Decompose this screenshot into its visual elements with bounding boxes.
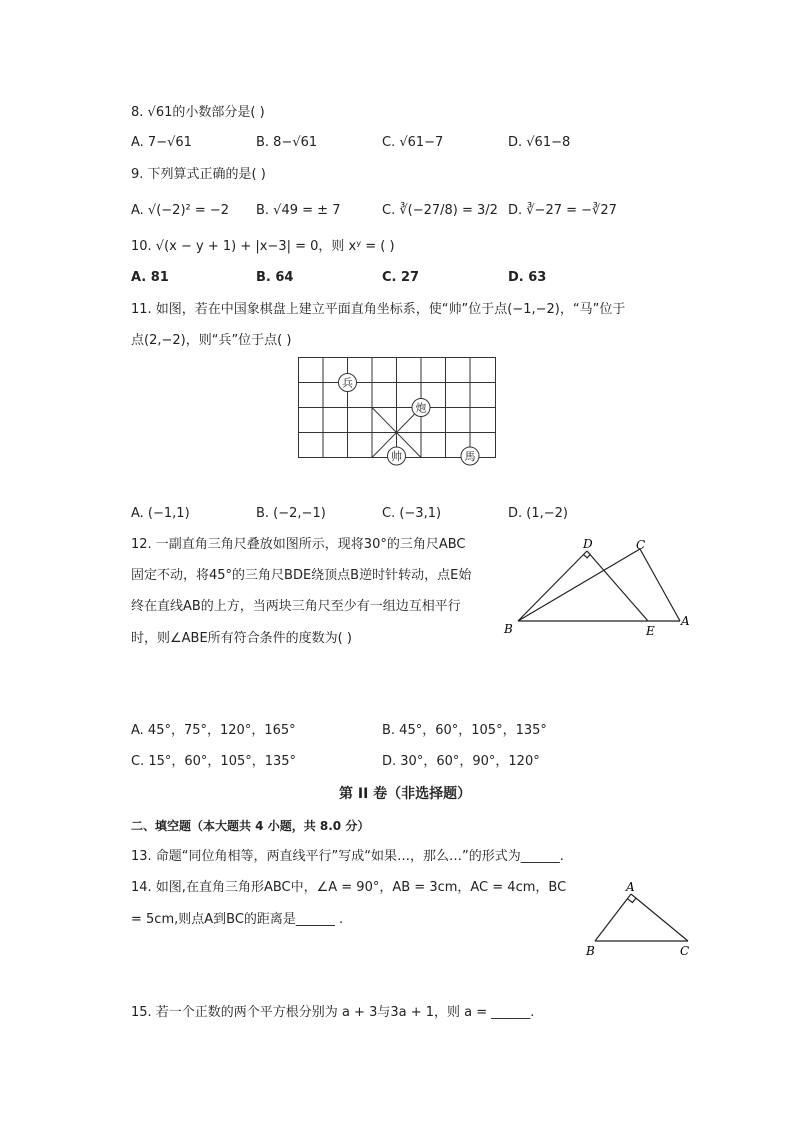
q10-option-b[interactable]: B. 64 bbox=[256, 270, 294, 285]
piece-ma bbox=[461, 447, 479, 465]
q9-stem: 9. 下列算式正确的是( ) bbox=[131, 167, 266, 182]
piece-pao-label: 炮 bbox=[415, 401, 427, 415]
q12-line3: 终在直线AB的上方，当两块三角尺至少有一组边互相平行 bbox=[131, 599, 461, 614]
q9-option-a[interactable]: A. √(−2)² = −2 bbox=[131, 203, 230, 218]
q13-text: 13. 命题“同位角相等，两直线平行”写成“如果…，那么…”的形式为______. bbox=[131, 849, 564, 864]
q9-option-b[interactable]: B. √49 = ± 7 bbox=[256, 203, 341, 218]
right-angle-mark-a bbox=[627, 898, 636, 903]
q12-option-d[interactable]: D. 30°，60°，90°，120° bbox=[382, 754, 540, 769]
segment-ab bbox=[595, 894, 631, 941]
q8-option-d[interactable]: D. √61−8 bbox=[508, 135, 571, 150]
q9-option-c[interactable]: C. ∛(−27/8) = 3/2 bbox=[382, 203, 498, 218]
q11-line2: 点(2,−2)，则“兵”位于点( ) bbox=[131, 333, 292, 348]
segment-ac bbox=[631, 894, 688, 941]
q14-line1: 14. 如图,在直角三角形ABC中，∠A = 90°，AB = 3cm，AC = 4cm，BC bbox=[131, 880, 567, 895]
q11-line1: 11. 如图，若在中国象棋盘上建立平面直角坐标系，使“帅”位于点(−1,−2)，“马”位于 bbox=[131, 302, 626, 317]
chess-board-figure bbox=[298, 357, 496, 463]
label-c: C bbox=[636, 538, 646, 552]
q10-stem: 10. √(x − y + 1) + |x−3| = 0，则 xʸ = ( ) bbox=[131, 239, 395, 254]
piece-bing bbox=[339, 374, 357, 392]
right-triangle-figure bbox=[582, 878, 702, 960]
piece-shuai bbox=[388, 447, 406, 465]
chess-board-grid bbox=[299, 357, 496, 458]
q12-option-c[interactable]: C. 15°，60°，105°，135° bbox=[131, 754, 297, 769]
triangle-rulers-figure bbox=[500, 535, 700, 645]
q15-text: 15. 若一个正数的两个平方根分别为 a + 3与3a + 1，则 a = ______. bbox=[131, 1005, 535, 1020]
q10-option-c[interactable]: C. 27 bbox=[382, 270, 420, 285]
piece-ma-label: 馬 bbox=[464, 450, 476, 463]
section-2-title: 第 II 卷（非选择题） bbox=[339, 786, 472, 802]
piece-bing-label: 兵 bbox=[342, 376, 353, 390]
label-a: A bbox=[681, 614, 690, 628]
label-e: E bbox=[646, 624, 655, 638]
q8-stem: 8. √61的小数部分是( ) bbox=[131, 105, 265, 120]
q11-option-c[interactable]: C. (−3,1) bbox=[382, 506, 442, 521]
q10-option-d[interactable]: D. 63 bbox=[508, 270, 547, 285]
label-a: A bbox=[626, 880, 635, 894]
q12-option-a[interactable]: A. 45°，75°，120°，165° bbox=[131, 723, 296, 738]
q12-line1: 12. 一副直角三角尺叠放如图所示，现将30°的三角尺ABC bbox=[131, 537, 466, 552]
segment-ca bbox=[640, 549, 680, 621]
q8-option-b[interactable]: B. 8−√61 bbox=[256, 135, 318, 150]
label-d: D bbox=[583, 537, 593, 551]
section-2-header: 二、填空题（本大题共 4 小题，共 8.0 分） bbox=[131, 819, 370, 833]
q10-option-a[interactable]: A. 81 bbox=[131, 270, 169, 285]
q12-line2: 固定不动，将45°的三角尺BDE绕顶点B逆时针转动，点E始 bbox=[131, 568, 472, 583]
q11-option-d[interactable]: D. (1,−2) bbox=[508, 506, 568, 521]
label-b: B bbox=[504, 622, 513, 636]
piece-pao bbox=[412, 399, 430, 417]
segment-de bbox=[587, 551, 648, 621]
q12-option-b[interactable]: B. 45°，60°，105°，135° bbox=[382, 723, 547, 738]
right-angle-mark-d bbox=[584, 554, 591, 558]
piece-shuai-label: 帅 bbox=[391, 450, 402, 463]
q9-option-d[interactable]: D. ∛−27 = −∛27 bbox=[508, 203, 617, 218]
q8-option-a[interactable]: A. 7−√61 bbox=[131, 135, 192, 150]
label-b: B bbox=[586, 944, 595, 958]
q8-option-c[interactable]: C. √61−7 bbox=[382, 135, 444, 150]
q14-line2: = 5cm,则点A到BC的距离是______ . bbox=[131, 912, 344, 927]
q11-option-b[interactable]: B. (−2,−1) bbox=[256, 506, 326, 521]
q12-line4: 时，则∠ABE所有符合条件的度数为( ) bbox=[131, 631, 352, 646]
label-c: C bbox=[680, 944, 690, 958]
q11-option-a[interactable]: A. (−1,1) bbox=[131, 506, 190, 521]
